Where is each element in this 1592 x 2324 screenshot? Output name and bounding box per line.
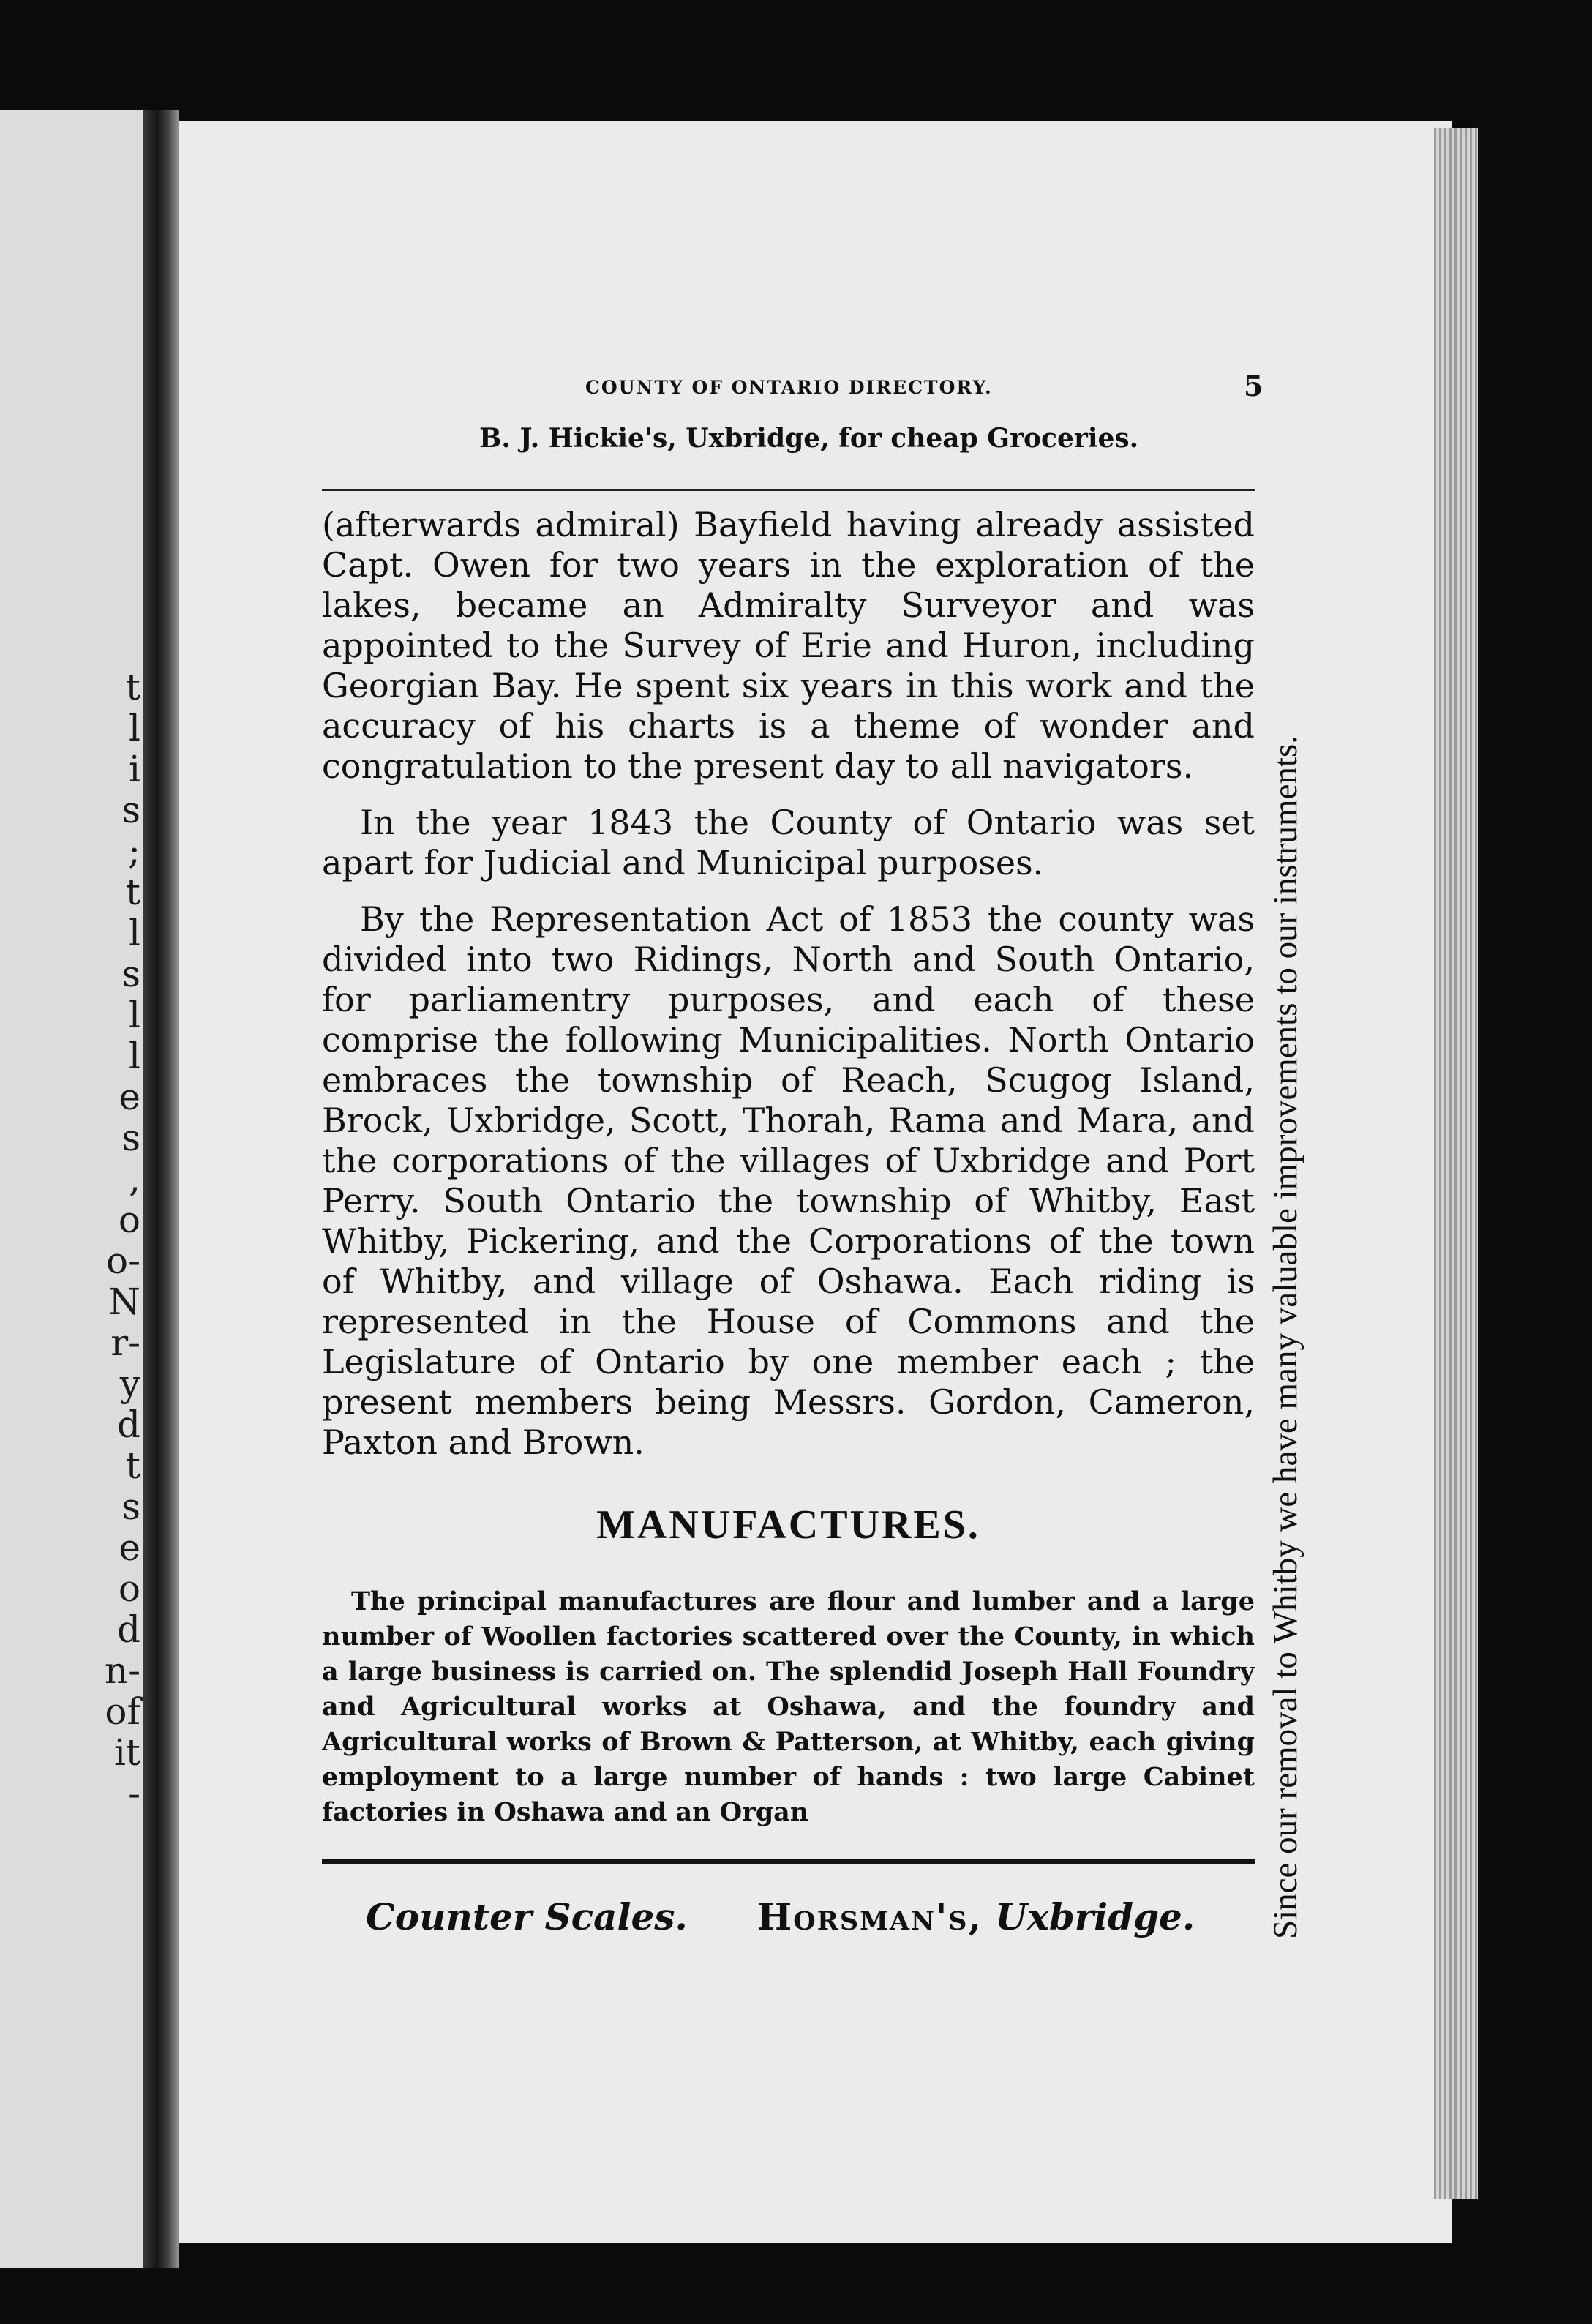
fragment: it	[113, 1731, 140, 1774]
section-text: The principal manufactures are flour and lumber and a large number of Woollen factories scattered over the County, in which a large business is carried on. The splendid Joseph Hall Foundry and Agricultural works at Oshawa, and the foundry and Agricultural works of Brown & Patterson, at Whitby, each giving employment to a large number of hands : two large Cabinet factories in Oshawa and an Organ	[322, 1586, 1255, 1827]
fragment: l	[129, 707, 140, 749]
fragment: e	[119, 1526, 140, 1569]
footer-merchant-name: Horsman's,	[757, 1895, 983, 1938]
fragment: t	[125, 871, 140, 913]
fragment: o	[118, 1199, 140, 1241]
paragraph: In the year 1843 the County of Ontario was set apart for Judicial and Municipal purposes.	[322, 803, 1255, 882]
fragment: l	[129, 1035, 140, 1077]
footer-advertisement-right	[757, 1895, 1195, 1938]
fragment: s	[121, 789, 140, 831]
header-advertisement: B. J. Hickie's, Uxbridge, for cheap Groceries.	[479, 423, 1139, 454]
fragment: ;	[128, 830, 140, 872]
fragment: -	[128, 1772, 140, 1815]
fragment: s	[121, 1117, 140, 1159]
fragment: d	[116, 1608, 140, 1651]
fragment: N	[108, 1281, 140, 1323]
footer-rule	[322, 1859, 1255, 1864]
paragraph: By the Representation Act of 1853 the county was divided into two Ridings, North and South Ontario, for parliamentry purposes, and each of these comprise the following Municipalities. North Ontario embraces the township of Reach, Scugog Island, Brock, Uxbridge, Scott, Thorah, Rama and Mara, and the corporations of the villages of Uxbridge and Port Perry. South Ontario the township of Whitby, East Whitby, Pickering, and the Corporations of the town of Whitby, and village of Oshawa. Each riding is represented in the House of Commons and the Legislature of Ontario by one member each ; the present members being Messrs. Gordon, Cameron, Paxton and Brown.	[322, 899, 1255, 1462]
previous-page-text-fragments	[0, 110, 146, 2268]
fragment: s	[121, 1485, 140, 1528]
fragment: ,	[129, 1158, 140, 1200]
side-advertisement: Since our removal to Whitby we have many valuable improvements to our instruments.	[1266, 735, 1304, 1939]
page-edges	[1434, 128, 1478, 2199]
running-header: COUNTY OF ONTARIO DIRECTORY.	[585, 377, 993, 398]
header-rule	[322, 489, 1255, 491]
fragment: n-	[104, 1649, 140, 1692]
section-heading: MANUFACTURES.	[596, 1502, 980, 1548]
fragment: e	[119, 1076, 140, 1118]
page-number: 5	[1244, 370, 1264, 402]
fragment: t	[125, 1444, 140, 1487]
fragment: l	[129, 994, 140, 1036]
footer-merchant-place: Uxbridge.	[995, 1895, 1195, 1938]
fragment: s	[121, 953, 140, 995]
book-gutter	[143, 110, 179, 2268]
fragment: l	[129, 912, 140, 954]
fragment: r-	[110, 1322, 140, 1364]
footer-advertisement-left: Counter Scales.	[366, 1895, 688, 1938]
fragment: o	[118, 1567, 140, 1610]
fragment: o-	[106, 1240, 140, 1282]
fragment: y	[119, 1362, 140, 1405]
fragment: i	[129, 748, 140, 790]
paragraph: (afterwards admiral) Bayfield having already assisted Capt. Owen for two years in the exploration of the lakes, became an Admiralty Surveyor and was appointed to the Survey of Erie and Huron, including Georgian Bay. He spent six years in this work and the accuracy of his charts is a theme of wonder and congratulation to the present day to all navigators.	[322, 505, 1255, 786]
fragment: t	[125, 666, 140, 708]
main-text	[322, 505, 1255, 1479]
fragment: d	[116, 1403, 140, 1446]
fragment: of	[105, 1690, 140, 1733]
